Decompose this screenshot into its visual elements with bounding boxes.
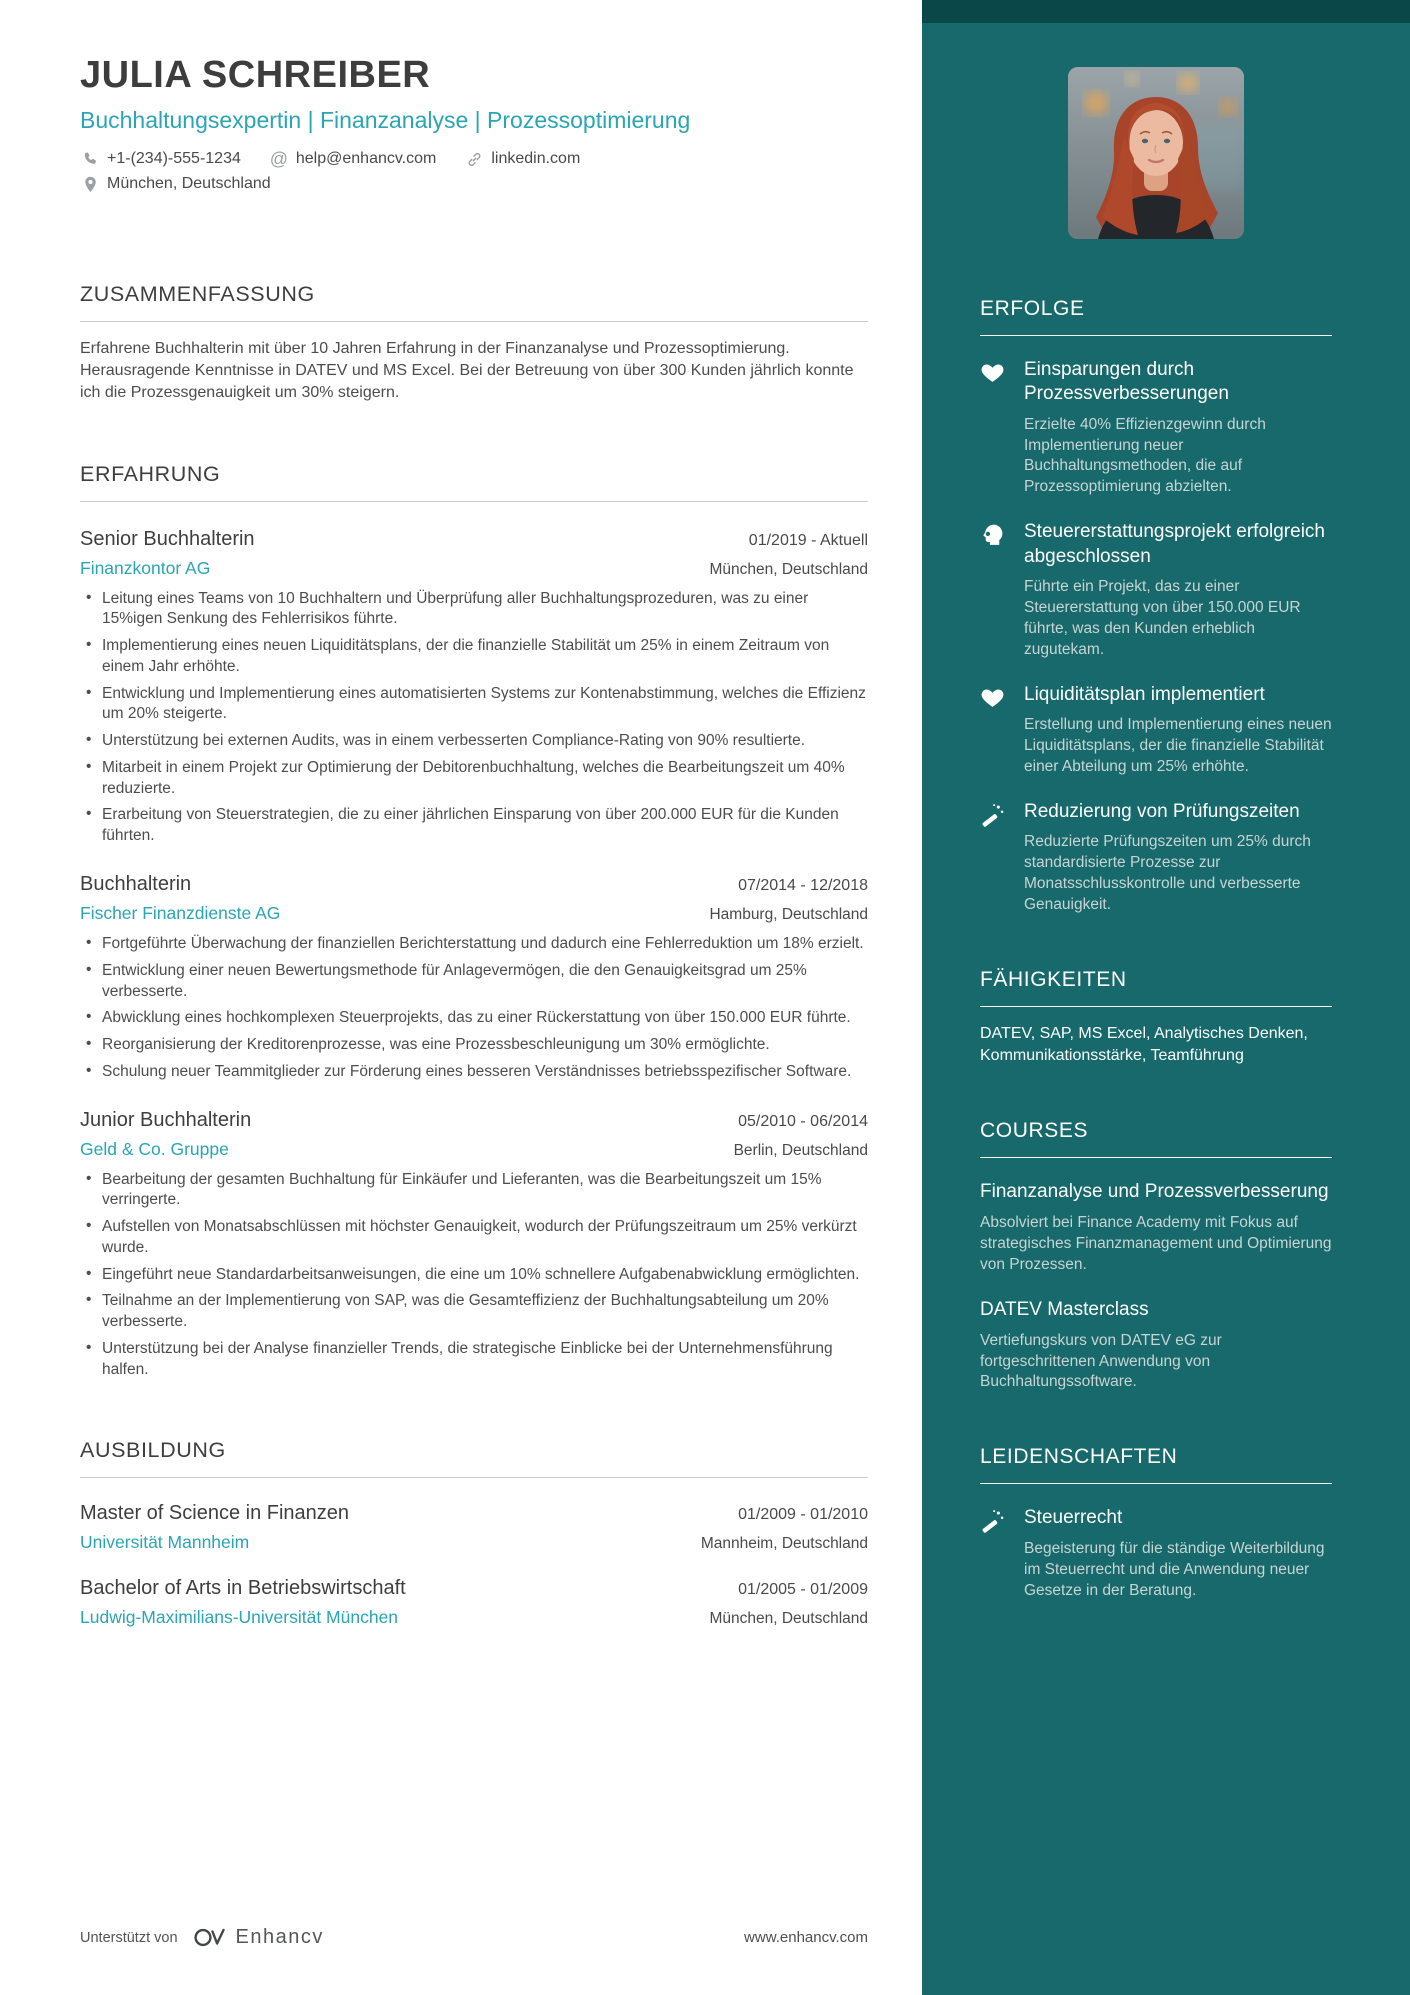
education-section: [80, 1438, 868, 1628]
course-item: [980, 1298, 1332, 1393]
degree-title: Bachelor of Arts in Betriebswirtschaft: [80, 1577, 406, 1600]
job-bullet: • Reorganisierung der Kreditorenprozesse, was eine Prozessbeschleunigung um 30% ermöglichte.: [80, 1035, 868, 1056]
job-dates: 07/2014 - 12/2018: [738, 876, 868, 894]
degree-title: Master of Science in Finanzen: [80, 1502, 350, 1525]
course-item: [980, 1180, 1332, 1275]
job-location: München, Deutschland: [709, 560, 868, 578]
education-entry: [80, 1502, 868, 1553]
achievement-title: Liquiditätsplan implementiert: [1024, 683, 1265, 705]
achievement-text: Führte ein Projekt, das zu einer Steuererstattung von über 150.000 EUR führte, was den Kunden erheblich zugutekam.: [1024, 577, 1301, 658]
school-name: Ludwig-Maximilians-Universität München: [80, 1607, 399, 1628]
experience-entry: [80, 528, 868, 847]
achievement-item: [980, 800, 1332, 916]
contact-block: [80, 149, 868, 194]
job-bullets: [80, 589, 868, 847]
job-bullet: • Mitarbeit in einem Projekt zur Optimierung der Debitorenbuchhaltung, welches die Bearbeitungszeit um 40% reduzierte.: [80, 758, 868, 800]
job-bullet: • Teilnahme an der Implementierung von SAP, was die Gesamteffizienz der Buchhaltungsabteilung um 20% verbesserte.: [80, 1291, 868, 1333]
courses-section: [980, 1119, 1332, 1393]
course-title: Finanzanalyse und Prozessverbesserung: [980, 1181, 1329, 1203]
school-location: Mannheim, Deutschland: [700, 1535, 868, 1553]
job-bullet: • Eingeführt neue Standardarbeitsanweisungen, die eine um 10% schnellere Aufgabenabwicklung ermöglichten.: [80, 1265, 868, 1286]
headline: Buchhaltungsexpertin | Finanzanalyse | Prozessoptimierung: [80, 106, 691, 133]
heart-icon: [980, 372, 1005, 389]
job-bullet: • Abwicklung eines hochkomplexen Steuerprojekts, das zu einer Rückerstattung von über 150.000 EUR führte.: [80, 1008, 868, 1029]
skills-text: DATEV, SAP, MS Excel, Analytisches Denken, Kommunikationsstärke, Teamführung: [980, 1024, 1308, 1065]
person-name: JULIA SCHREIBER: [80, 54, 431, 96]
achievement-text: Erstellung und Implementierung eines neuen Liquiditätsplans, der die finanzielle Stabilität einer Abteilung um 25% erhöhte.: [1024, 715, 1332, 775]
skills-section: [980, 968, 1332, 1068]
job-bullet: • Aufstellen von Monatsabschlüssen mit höchster Genauigkeit, wodurch der Prüfungszeitraum um 25% verkürzt wurde.: [80, 1217, 868, 1259]
job-location: Hamburg, Deutschland: [709, 905, 868, 923]
degree-dates: 01/2005 - 01/2009: [738, 1581, 868, 1599]
job-title: Buchhalterin: [80, 872, 192, 895]
summary-heading: ZUSAMMENFASSUNG: [80, 282, 868, 322]
passions-section: [980, 1445, 1332, 1601]
achievements-section: [980, 297, 1332, 916]
email-text: help@enhancv.com: [295, 150, 437, 168]
job-bullet: • Leitung eines Teams von 10 Buchhaltern und Überprüfung aller Buchhaltungsprozeduren, was zu einer 15%igen Senkung des Fehlerrisikos führte.: [80, 589, 868, 631]
contact-row-2: [80, 174, 868, 194]
experience-entry: [80, 1109, 868, 1381]
job-company: Geld & Co. Gruppe: [80, 1138, 229, 1159]
footer: [80, 1926, 868, 1949]
summary-section: [80, 282, 868, 403]
job-bullet: • Implementierung eines neuen Liquiditätsplans, der die finanzielle Stabilität um 25% in einem Zeitraum von einem Jahr erhöhte.: [80, 636, 868, 678]
heart-icon: [980, 697, 1005, 714]
course-text: Vertiefungskurs von DATEV eG zur fortgeschrittenen Anwendung von Buchhaltungssoftware.: [980, 1331, 1222, 1391]
link-icon: [464, 149, 484, 169]
summary-text: Erfahrene Buchhalterin mit über 10 Jahren Erfahrung in der Finanzanalyse und Prozessoptimierung. Herausragende Kenntnisse in DATEV und MS Excel. Bei der Betreuung von über 300 Kunden jährlich konnte ich die Prozessgenauigkeit um 30% steigern.: [80, 340, 854, 401]
achievement-title: Steuererstattungsprojekt erfolgreich abgeschlossen: [1024, 521, 1325, 567]
job-bullets: [80, 934, 868, 1083]
magic-wand-icon: [980, 814, 1005, 831]
email-link[interactable]: [269, 149, 436, 169]
enhancv-logo-icon[interactable]: [192, 1926, 226, 1949]
sidebar: [922, 0, 1410, 1995]
experience-section: [80, 462, 868, 1381]
phone-icon: [80, 149, 100, 169]
profile-photo: [1068, 67, 1244, 239]
achievement-title: Reduzierung von Prüfungszeiten: [1024, 800, 1300, 822]
job-company: Fischer Finanzdienste AG: [80, 902, 281, 923]
job-company: Finanzkontor AG: [80, 557, 211, 578]
job-bullet: • Entwicklung und Implementierung eines automatisierten Systems zur Kontenabstimmung, welches die Effizienz um 20% steigerte.: [80, 684, 868, 726]
job-dates: 01/2019 - Aktuell: [748, 531, 868, 549]
degree-dates: 01/2009 - 01/2010: [738, 1506, 868, 1524]
website-text: linkedin.com: [491, 150, 581, 168]
passion-title: Steuerrecht: [1024, 1507, 1123, 1529]
achievement-item: [980, 520, 1332, 660]
passion-text: Begeisterung für die ständige Weiterbildung im Steuerrecht und die Anwendung neuer Gesetze in der Beratung.: [1024, 1539, 1325, 1599]
education-entry: [80, 1577, 868, 1628]
job-bullet: • Erarbeitung von Steuerstrategien, die zu einer jährlichen Einsparung von über 200.000 EUR für die Kunden führten.: [80, 805, 868, 847]
passion-item: [980, 1506, 1332, 1601]
courses-heading: COURSES: [980, 1119, 1332, 1158]
achievement-item: [980, 683, 1332, 778]
contact-row-1: [80, 149, 868, 169]
job-location: Berlin, Deutschland: [733, 1141, 868, 1159]
skills-heading: FÄHIGKEITEN: [980, 968, 1332, 1007]
achievement-text: Reduzierte Prüfungszeiten um 25% durch standardisierte Prozesse zur Monatsschlusskontrolle und verbesserte Genauigkeit.: [1024, 833, 1311, 913]
passions-heading: LEIDENSCHAFTEN: [980, 1445, 1332, 1484]
achievement-title: Einsparungen durch Prozessverbesserungen: [1024, 359, 1229, 405]
course-text: Absolviert bei Finance Academy mit Fokus auf strategisches Finanzmanagement und Optimierung von Prozessen.: [980, 1214, 1332, 1274]
job-title: Junior Buchhalterin: [80, 1108, 252, 1131]
job-bullet: • Entwicklung einer neuen Bewertungsmethode für Anlagevermögen, die den Genauigkeitsgrad um 25% verbesserte.: [80, 961, 868, 1003]
job-bullet: • Bearbeitung der gesamten Buchhaltung für Einkäufer und Lieferanten, was die Bearbeitungszeit um 15% verringerte.: [80, 1170, 868, 1212]
job-bullet: • Unterstützung bei der Analyse finanzieller Trends, die strategische Einblicke bei der Unternehmensführung halfen.: [80, 1339, 868, 1381]
job-bullet: • Fortgeführte Überwachung der finanziellen Berichterstattung und dadurch eine Fehlerreduktion um 18% erzielt.: [80, 934, 868, 955]
experience-entry: [80, 873, 868, 1083]
achievement-item: [980, 358, 1332, 498]
school-location: München, Deutschland: [709, 1610, 868, 1628]
location-item: [80, 174, 271, 194]
sidebar-top-band: [922, 0, 1410, 23]
job-bullet: • Unterstützung bei externen Audits, was in einem verbesserten Compliance-Rating von 90% resultierte.: [80, 731, 868, 752]
at-icon: @: [269, 149, 289, 170]
magic-wand-icon: [980, 1520, 1005, 1537]
job-bullet: • Schulung neuer Teammitglieder zur Förderung eines besseren Verständnisses betriebsspezifischer Software.: [80, 1062, 868, 1083]
phone-text: +1-(234)-555-1234: [107, 150, 241, 168]
job-dates: 05/2010 - 06/2014: [738, 1112, 868, 1130]
location-text: München, Deutschland: [107, 175, 271, 193]
location-pin-icon: [80, 174, 100, 194]
course-title: DATEV Masterclass: [980, 1298, 1149, 1320]
job-bullets: [80, 1170, 868, 1381]
school-name: Universität Mannheim: [80, 1532, 250, 1553]
experience-heading: ERFAHRUNG: [80, 462, 868, 502]
footer-website[interactable]: www.enhancv.com: [744, 1929, 868, 1946]
powered-by-text: Unterstützt von: [80, 1929, 178, 1946]
phone-link[interactable]: [80, 149, 241, 169]
achievement-text: Erzielte 40% Effizienzgewinn durch Implementierung neuer Buchhaltungsmethoden, die auf Prozessoptimierung abzielten.: [1024, 415, 1266, 496]
education-heading: AUSBILDUNG: [80, 1438, 868, 1478]
website-link[interactable]: [464, 149, 580, 169]
enhancv-wordmark[interactable]: Enhancv: [235, 1926, 324, 1948]
head-icon: [980, 534, 1005, 551]
achievements-heading: ERFOLGE: [980, 297, 1332, 336]
job-title: Senior Buchhalterin: [80, 527, 255, 550]
